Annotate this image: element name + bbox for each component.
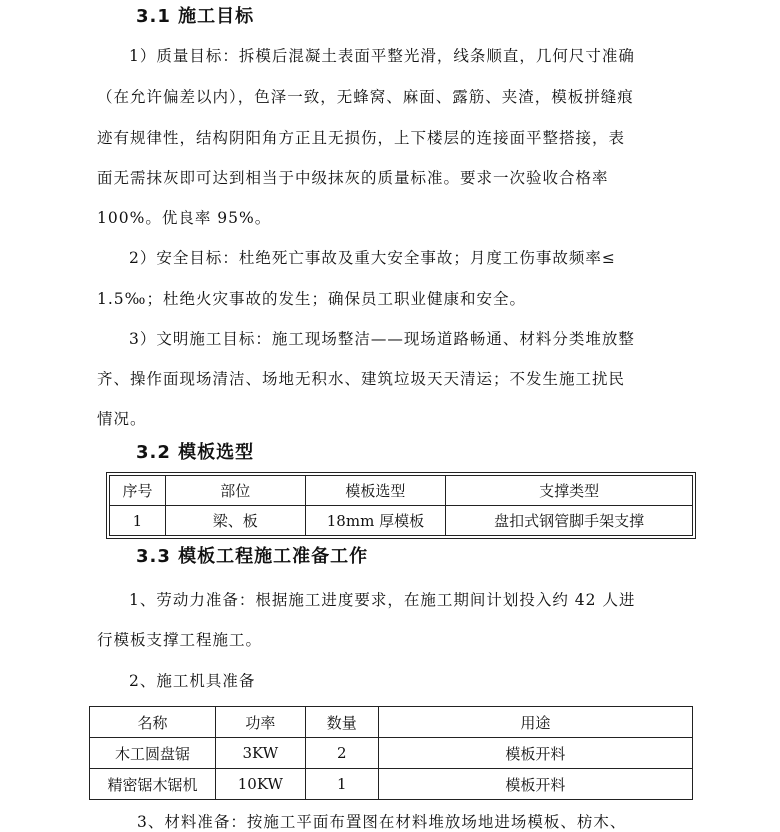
paragraph-line: 行模板支撑工程施工。 [97,631,263,649]
table-header-cell: 名称 [90,707,216,738]
paragraph-line: 1）质量目标：拆模后混凝土表面平整光滑，线条顺直，几何尺寸准确 [129,47,635,65]
table-row [90,769,693,800]
table-header-row [110,476,693,506]
paragraph-line: 2）安全目标：杜绝死亡事故及重大安全事故；月度工伤事故频率≤ [129,249,616,267]
table-cell: 梁、板 [165,506,305,536]
paragraph-line: 面无需抹灰即可达到相当于中级抹灰的质量标准。要求一次验收合格率 [97,169,609,187]
paragraph-line: 3）文明施工目标：施工现场整洁——现场道路畅通、材料分类堆放整 [129,330,635,348]
section-3-2-heading: 3.2 模板选型 [136,442,255,463]
table-header-cell: 用途 [378,707,692,738]
table-header-cell: 模板选型 [305,476,446,506]
table-cell: 1 [305,769,378,800]
table-cell: 盘扣式钢管脚手架支撑 [446,506,693,536]
paragraph-line: 迹有规律性，结构阴阳角方正且无损伤，上下楼层的连接面平整搭接，表 [97,129,626,147]
paragraph-line: 2、施工机具准备 [129,672,256,690]
paragraph-line: 100%。优良率 95%。 [97,209,272,227]
table-cell: 模板开料 [378,738,692,769]
table-header-row [90,707,693,738]
table-header-cell: 功率 [215,707,305,738]
table-cell: 精密锯木锯机 [90,769,216,800]
section-3-1-heading: 3.1 施工目标 [136,6,255,27]
paragraph-line: 齐、操作面现场清洁、场地无积水、建筑垃圾天天清运；不发生施工扰民 [97,370,626,388]
table-cell: 模板开料 [378,769,692,800]
table-cell: 10KW [215,769,305,800]
table-header-cell: 序号 [110,476,166,506]
table-header-cell: 数量 [305,707,378,738]
table-header-cell: 支撑类型 [446,476,693,506]
table-header-cell: 部位 [165,476,305,506]
section-3-3-heading: 3.3 模板工程施工准备工作 [136,546,369,567]
machinery-table [89,706,693,800]
table-cell: 木工圆盘锯 [90,738,216,769]
table-cell: 18mm 厚模板 [305,506,446,536]
paragraph-line: 1.5‰；杜绝火灾事故的发生；确保员工职业健康和安全。 [97,290,526,308]
paragraph-line: （在允许偏差以内），色泽一致，无蜂窝、麻面、露筋、夹渣，模板拼缝痕 [97,88,634,106]
paragraph-line: 3、材料准备：按施工平面布置图在材料堆放场地进场模板、枋木、 [137,813,627,831]
table-cell: 1 [110,506,166,536]
formwork-selection-table [109,475,693,536]
table-cell: 3KW [215,738,305,769]
table-row [90,738,693,769]
paragraph-line: 情况。 [97,410,147,428]
table-cell: 2 [305,738,378,769]
paragraph-line: 1、劳动力准备：根据施工进度要求，在施工期间计划投入约 42 人进 [129,591,636,609]
table-row [110,506,693,536]
